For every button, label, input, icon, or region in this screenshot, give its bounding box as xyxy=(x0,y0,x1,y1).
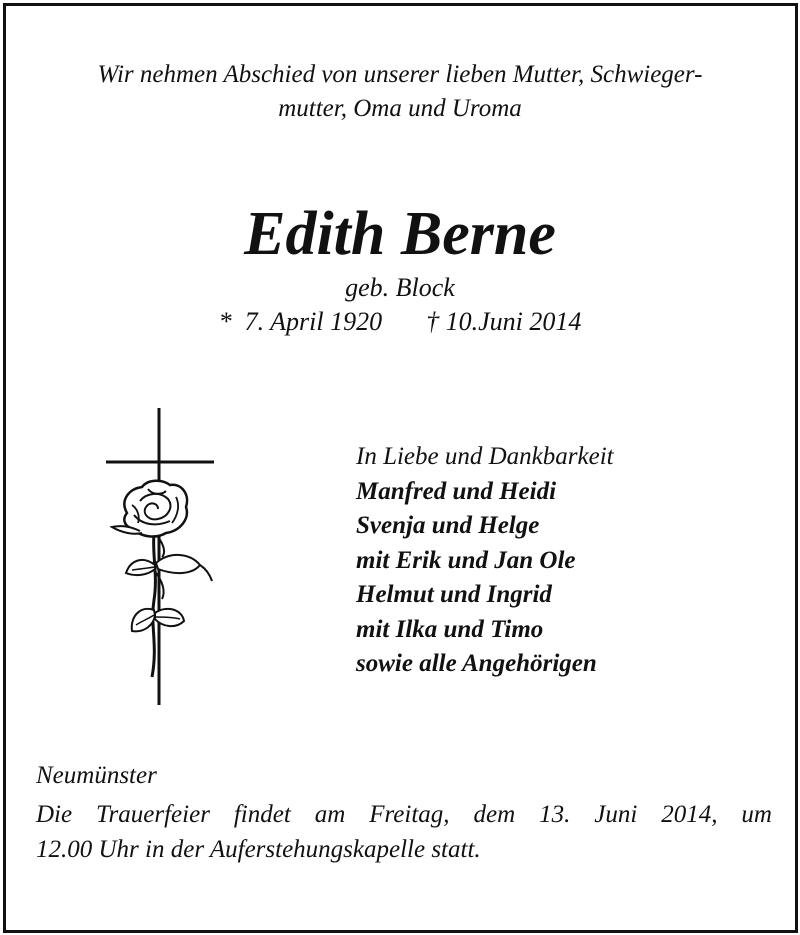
service-line-1: Die Trauerfeier findet am Freitag, dem 13. Juni 2014, um xyxy=(36,801,772,828)
cross-and-rose-icon xyxy=(92,405,222,710)
birth-date: * 7. April 1920 xyxy=(218,307,383,336)
intro-line-1: Wir nehmen Abschied von unserer lieben Mutter, Schwieger- xyxy=(97,61,703,88)
intro-text xyxy=(30,58,770,126)
place: Neumünster xyxy=(36,762,157,789)
service-line-2: 12.00 Uhr in der Auferstehungskapelle statt. xyxy=(36,836,481,863)
mourners-list xyxy=(356,440,776,682)
mourners-lead: In Liebe und Dankbarkeit xyxy=(356,443,614,470)
life-dates xyxy=(0,306,800,338)
death-date: † 10.Juni 2014 xyxy=(426,307,582,336)
deceased-name: Edith Berne xyxy=(244,200,556,268)
mourner-name: Svenja und Helge xyxy=(356,512,540,539)
intro-line-2: mutter, Oma und Uroma xyxy=(278,95,522,122)
mourner-name: mit Erik und Jan Ole xyxy=(356,546,576,574)
service-info xyxy=(36,797,772,867)
born-name: geb. Block xyxy=(345,273,455,302)
mourner-name: Helmut und Ingrid xyxy=(356,581,552,608)
mourner-name: sowie alle Angehörigen xyxy=(356,650,597,677)
mourner-name: mit Ilka und Timo xyxy=(356,615,544,643)
mourner-name: Manfred und Heidi xyxy=(356,477,557,505)
